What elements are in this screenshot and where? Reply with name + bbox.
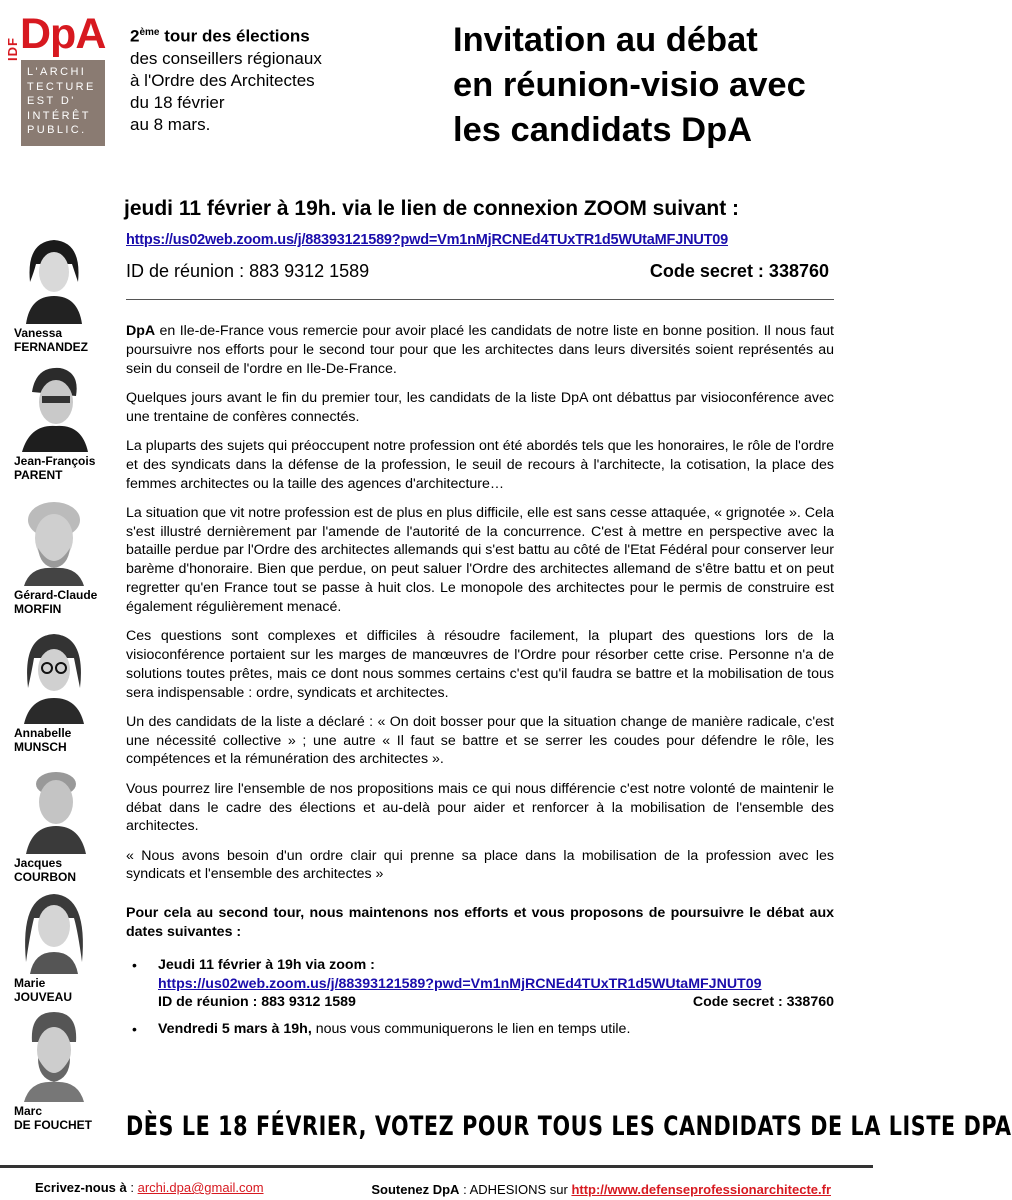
- meeting-code-2: Code secret : 338760: [692, 994, 834, 1011]
- page-title: Invitation au débat en réunion-visio avec les candidats DpA: [453, 21, 806, 149]
- meeting-code: Code secret : 338760: [649, 261, 829, 281]
- dates-list: [132, 956, 834, 1039]
- logo-tagline: L'ARCHI TECTURE EST D' INTÉRÊT PUBLIC.: [21, 60, 105, 146]
- paragraph: Ces questions sont complexes et difficiles à résoudre facilement, la plupart des questions lors de la visioconférence portaient sur les marges de manœuvres de l'Ordre pour résorber cette crise. Personne n'a de solutions toutes prêtes, mais ce dont nous sommes certains c'est qu'il faudra se battre et la mobilisation de tous sera indispensable : ordre, syndicats et architectes.: [126, 628, 834, 701]
- candidate-card: [14, 890, 114, 1004]
- candidate-name: Vanessa FERNANDEZ: [14, 326, 88, 354]
- paragraph: « Nous avons besoin d'un ordre clair qui prenne sa place dans la mobilisation de la profession avec les syndicats et l'ensemble des architectes »: [126, 847, 834, 883]
- candidate-name: Marc DE FOUCHET: [14, 1104, 92, 1132]
- paragraph: Vous pourrez lire l'ensemble de nos propositions mais ce qui nous différencie c'est notre volonté de maintenir le débat dans le cadre des élections et au-delà pour aider et renforcer à la mobilisation de l'ensemble des architectes.: [126, 780, 834, 835]
- paragraph: DpA en Ile-de-France vous remercie pour avoir placé les candidats de notre liste en bonne position. Il nous faut poursuivre nos efforts pour le second tour pour que les architectes dans leurs diversités soient représentés au sein du conseil de l'ordre en Ile-De-France.: [126, 323, 834, 377]
- candidate-card: [14, 1008, 114, 1132]
- candidate-photo: [16, 764, 92, 854]
- candidate-name: Marie JOUVEAU: [14, 976, 73, 1004]
- divider: [126, 299, 834, 300]
- email-link[interactable]: archi.dpa@gmail.com: [137, 1180, 264, 1195]
- paragraph-announce: Pour cela au second tour, nous maintenons nos efforts et vous proposons de poursuivre le débat aux dates suivantes :: [126, 905, 834, 941]
- candidate-photo: [16, 234, 92, 324]
- candidate-card: [14, 362, 114, 482]
- list-item: • Vendredi 5 mars à 19h, nous vous communiquerons le lien en temps utile.: [132, 1021, 631, 1038]
- body-text: [126, 322, 834, 1047]
- candidate-card: [14, 234, 114, 354]
- candidate-name: Jean-François PARENT: [14, 454, 96, 482]
- bullet-icon: •: [132, 956, 137, 973]
- paragraph: La situation que vit notre profession est de plus en plus difficile, elle est sans cesse attaquée, « grignotée ». Cela s'est illustré dernièrement par l'amende de l'autorité de la concurrence. C'est à mettre en perspective avec la bataille perdue par l'Ordre des architectes allemands qui s'est battu au côté de l'Etat Fédéral pour conserver leur barème d'honoraire. Bien que perdue, on peut saluer l'Ordre des architectes allemand de s'être battu et on peut regretter qu'en France tout se passe à huit clos. Le monopole des architectes pour le permis de construire est également régulièrement menacé.: [126, 504, 834, 615]
- candidate-card: [14, 496, 114, 616]
- dpa-logo: [4, 10, 110, 137]
- list-item: • Jeudi 11 février à 19h via zoom : https://us02web.zoom.us/j/88393121589?pwd=Vm1nMjRCNEd4TUxTR1d5WUtaMFJNUT09 ID de réunion : 883 9312 1589 Code secret : 338760: [132, 956, 834, 1011]
- zoom-link[interactable]: https://us02web.zoom.us/j/88393121589?pwd=Vm1nMjRCNEd4TUxTR1d5WUtaMFJNUT09: [126, 232, 729, 248]
- website-link[interactable]: http://www.defenseprofessionarchitecte.fr: [571, 1182, 831, 1197]
- footer-contact: Ecrivez-nous à : archi.dpa@gmail.com: [35, 1180, 264, 1195]
- zoom-link-2[interactable]: https://us02web.zoom.us/j/88393121589?pwd=Vm1nMjRCNEd4TUxTR1d5WUtaMFJNUT09: [158, 975, 762, 992]
- candidate-photo: [16, 890, 92, 974]
- vote-banner: DÈS LE 18 FÉVRIER, VOTEZ POUR TOUS LES CANDIDATS DE LA LISTE DPA: [126, 1112, 1012, 1142]
- candidate-photo: [16, 362, 92, 452]
- meeting-title: jeudi 11 février à 19h. via le lien de connexion ZOOM suivant :: [124, 197, 740, 220]
- candidate-photo: [16, 1008, 92, 1102]
- candidate-card: [14, 764, 114, 884]
- logo-region: IDF: [5, 37, 20, 61]
- election-info: 2ème tour des élections des conseillers régionaux à l'Ordre des Architectes du 18 février au 8 mars.: [130, 22, 390, 136]
- candidate-photo: [16, 628, 92, 718]
- footer-support: Soutenez DpA : ADHESIONS sur http://www.defenseprofessionarchitecte.fr: [371, 1182, 831, 1197]
- footer: [0, 1165, 873, 1200]
- paragraph: Quelques jours avant le fin du premier tour, les candidats de la liste DpA ont débattus par visioconférence avec une trentaine de confères connectés.: [126, 389, 834, 425]
- paragraph: La pluparts des sujets qui préoccupent notre profession ont été abordés tels que les honoraires, le rôle de l'ordre et des syndicats dans la défense de la profession, le seuil de recours à l'architecte, la cotisation, la place des femmes architectes ou la taille des agences d'architecture…: [126, 437, 834, 492]
- meeting-id-2: ID de réunion : 883 9312 1589: [158, 994, 356, 1011]
- paragraph: Un des candidats de la liste a déclaré : « On doit bosser pour que la situation change de manière radicale, c'est une nécessité collective » ; une autre « Il faut se battre et se serrer les coudes pour défendre le rôle, les compétences et la rémunération des architectes ».: [126, 713, 834, 768]
- candidate-card: [14, 628, 114, 754]
- logo-brand: DpA: [20, 10, 106, 58]
- candidate-name: Gérard-Claude MORFIN: [14, 588, 98, 616]
- meeting-id: ID de réunion : 883 9312 1589: [126, 261, 370, 281]
- candidate-name: Jacques COURBON: [14, 856, 76, 884]
- candidate-name: Annabelle MUNSCH: [14, 726, 72, 754]
- candidate-photo: [16, 496, 92, 586]
- election-round: 2ème tour des élections: [130, 26, 310, 46]
- bullet-icon: •: [132, 1021, 137, 1038]
